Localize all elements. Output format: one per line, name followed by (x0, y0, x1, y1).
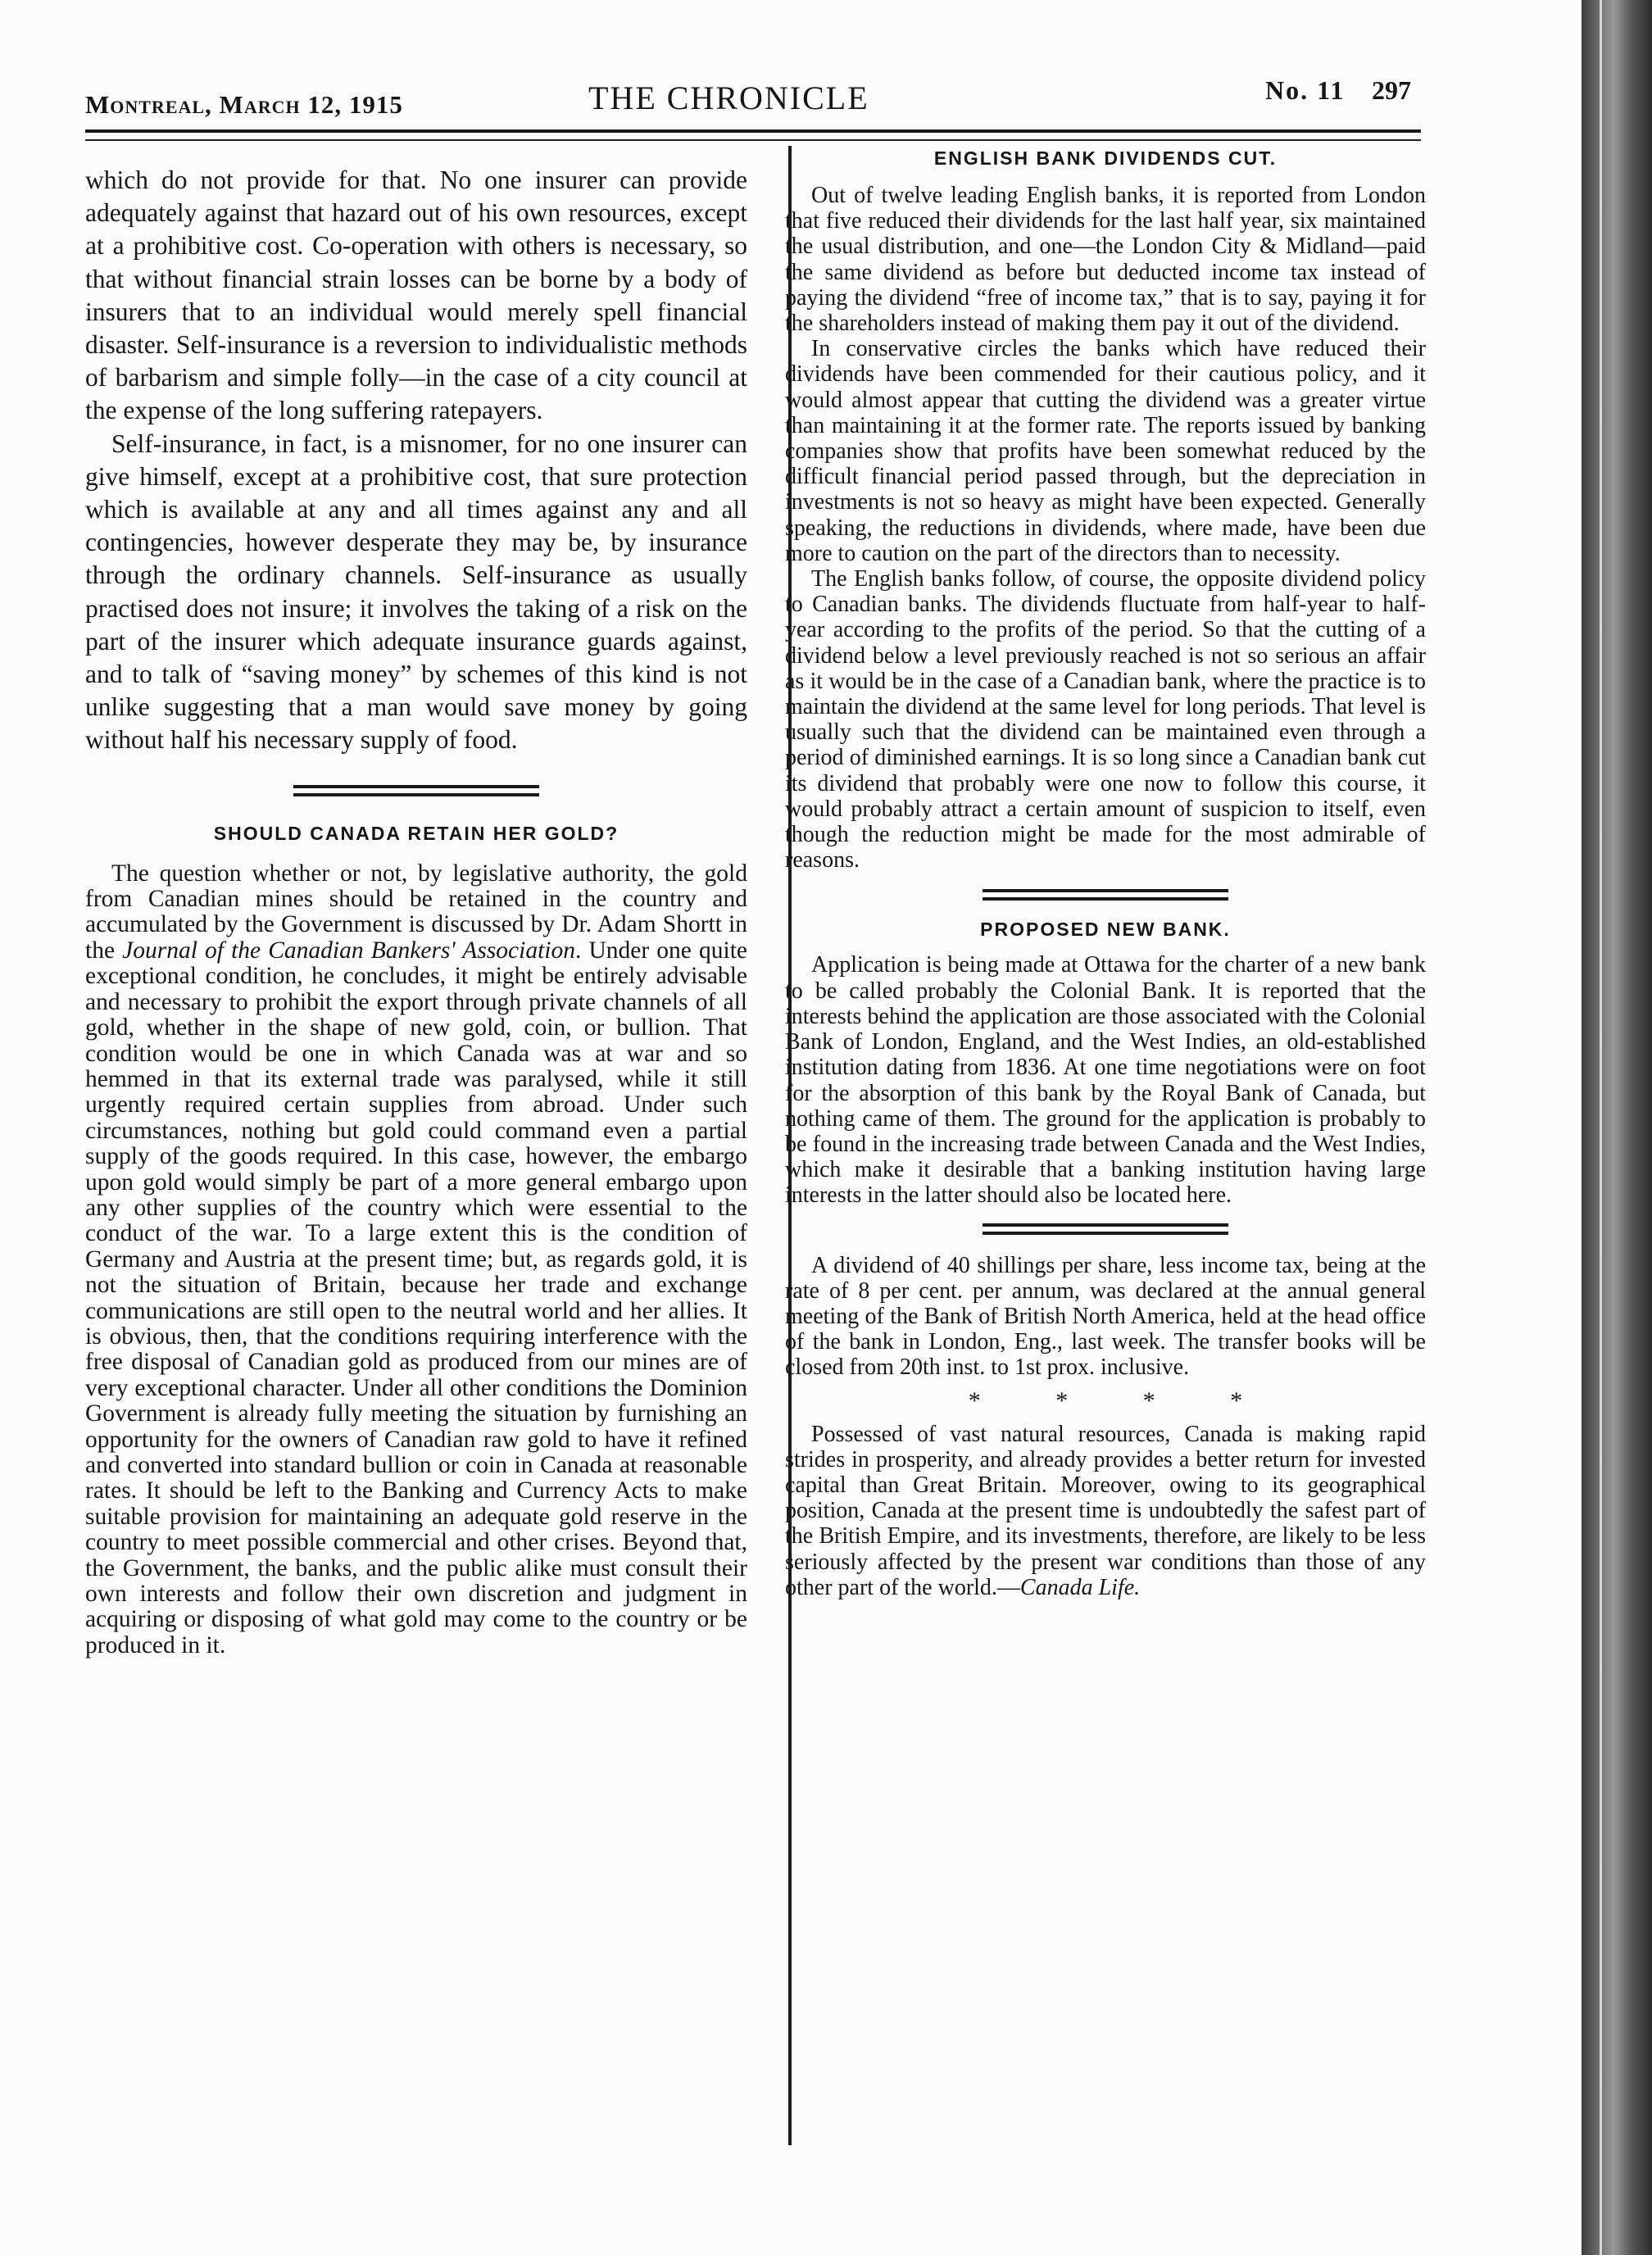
new-bank-paragraph: Application is being made at Ottawa for the charter of a new bank to be called probably the Colonial Bank. It is reported that the interests behind the application are those associated with the Colonial Bank of London, England, and the West Indies, an old-established institution dating from 1836. At one time negotiations were on foot for the absorption of this bank by the Royal Bank of Canada, but nothing came of them. The ground for the application is probably to be found in the increasing trade between Canada and the West Indies, which make it desirable that a banking institution having large interests in the latter should also be located here. (785, 952, 1426, 1209)
left-column (85, 164, 747, 1658)
self-insurance-paragraph-1: which do not provide for that. No one insurer can provide adequately against that hazard out of his own resources, except at a prohibitive cost. Co-operation with others is necessary, so that without financial strain losses can be borne by a body of insurers that to an individual would merely spell financial disaster. Self-insurance is a reversion to individualistic methods of barbarism and simple folly—in the case of a city council at the expense of the long suffering ratepayers. (85, 166, 747, 425)
header-date: Montreal, March 12, 1915 (85, 90, 403, 119)
section-separator (983, 889, 1228, 902)
self-insurance-paragraph-2: Self-insurance, in fact, is a misnomer, for no one insurer can give himself, except at a prohibitive cost, that sure protection which is available at any and all times against any and all contingencies, however desperate they may be, by insurance through the ordinary channels. Self-insurance as usually practised does not insure; it involves the taking of a risk on the part of the insurer which adequate insurance guards against, and to talk of “saving money” by schemes of this kind is not unlike suggesting that a man would save money by going without half his necessary supply of food. (85, 429, 747, 755)
gold-section-title: SHOULD CANADA RETAIN HER GOLD? (213, 822, 620, 844)
dividends-paragraph-1: Out of twelve leading English banks, it is reported from London that five reduced their dividends for the last half year, six maintained the usual distribution, and one—the London City & Midland—paid the same dividend as before but deducted income tax instead of paying the dividend “free of income tax,” that is to say, paying it for the shareholders instead of making them pay it out of the dividend. (785, 183, 1426, 337)
gold-body-part-2: . Under one quite exceptional condition, he concludes, it might be entirely advisable and necessary to prohibit the export through private channels of all gold, whether in the shape of new gold, coin, or bullion. That condition would be one in which Canada was at war and so hemmed in that its external trade was paralysed, while it still urgently required certain supplies from abroad. Under such circumstances, nothing but gold could command even a partial supply of the goods required. In this case, however, the embargo upon gold would simply be part of a more general embargo upon any other supplies of the country which were essential to the conduct of the war. To a large extent this is the condition of Germany and Austria at the present time; but, as regards gold, it is not the situation of Britain, because her trade and exchange communications are still open to the neutral world and her allies. It is obvious, then, that the conditions requiring interference with the free disposal of Canadian gold as produced from our mines are of very exceptional character. Under all other conditions the Dominion Government is already fully meeting the situation by furnishing an opportunity for the owners of Canadian raw gold to have it refined and converted into standard bullion or coin in Canada at reasonable rates. It should be left to the Banking and Currency Acts to make suitable provision for maintaining an adequate gold reserve in the country to meet possible commercial and other crises. Beyond that, the Government, the banks, and the public alike must consult their own interests and follow their own discretion and judgment in acquiring or disposing of what gold may come to the country or be produced in it. (85, 937, 747, 1658)
bank-of-british-north-america-paragraph: A dividend of 40 shillings per share, less income tax, being at the rate of 8 per cent. per annum, was declared at the annual general meeting of the Bank of British North America, held at the head office of the bank in London, Eng., last week. The transfer books will be closed from 20th inst. to 1st prox. inclusive. (785, 1252, 1426, 1381)
section-separator (983, 1223, 1228, 1236)
header-rule-thick (85, 129, 1421, 133)
dividends-paragraph-2: In conservative circles the banks which have reduced their dividends have been commended for their cautious policy, and it would almost appear that cutting the dividend was a greater virtue than maintaining it at the former rate. The reports issued by banking companies show that profits have been somewhat reduced by the difficult financial period passed through, but the depreciation in investments is not so heavy as might have been expected. Generally speaking, the reductions in dividends, where made, have been due more to caution on the part of the directors than to necessity. (785, 336, 1426, 566)
asterisk-separator: * * * * (968, 1386, 1278, 1414)
page-number: 297 (1372, 75, 1411, 105)
canada-paragraph-text: Possessed of vast natural resources, Canada is making rapid strides in prosperity, and already provides a better return for invested capital than Great Britain. Moreover, owing to its geographical position, Canada at the present time is undoubtedly the safest part of the British Empire, and its investments, therefore, are likely to be less seriously affected by the present war conditions than those of any other part of the world.— (785, 1421, 1426, 1600)
gold-article-body (85, 861, 747, 1659)
page-header (85, 75, 1421, 125)
canada-life-source: Canada Life. (1019, 1574, 1141, 1600)
gold-body-part-1: The question whether or not, by legislative authority, the gold from Canadian mines should be retained in the country and accumulated by the Government is discussed by Dr. Adam Shortt in the (85, 860, 747, 964)
canada-investment-paragraph (785, 1422, 1426, 1600)
dividends-paragraph-3: The English banks follow, of course, the opposite dividend policy to Canadian banks. The dividends fluctuate from half-year to half-year according to the profits of the period. So that the cutting of a dividend below a level previously reached is not so serious an affair as it would be in the case of a Canadian bank, where the practice is to maintain the dividend at the same level for long periods. That level is usually such that the dividend can be maintained even through a period of diminished earnings. It is so long since a Canadian bank cut its dividend that probably were one now to follow this course, it would probably attract a certain amount of suspicion to itself, even though the reduction might be made for the most admirable of reasons. (785, 566, 1426, 873)
right-column (785, 147, 1426, 1600)
journal-title: Journal of the Canadian Bankers' Association (122, 937, 575, 964)
publication-title: THE CHRONICLE (588, 79, 869, 116)
book-spine-edge (1582, 0, 1652, 2255)
new-bank-section-title: PROPOSED NEW BANK. (980, 919, 1231, 941)
dividends-section-title: ENGLISH BANK DIVIDENDS CUT. (933, 147, 1278, 169)
issue-number: No. 11 (1265, 75, 1346, 105)
header-rule-thin (85, 139, 1421, 141)
section-separator (293, 785, 539, 798)
